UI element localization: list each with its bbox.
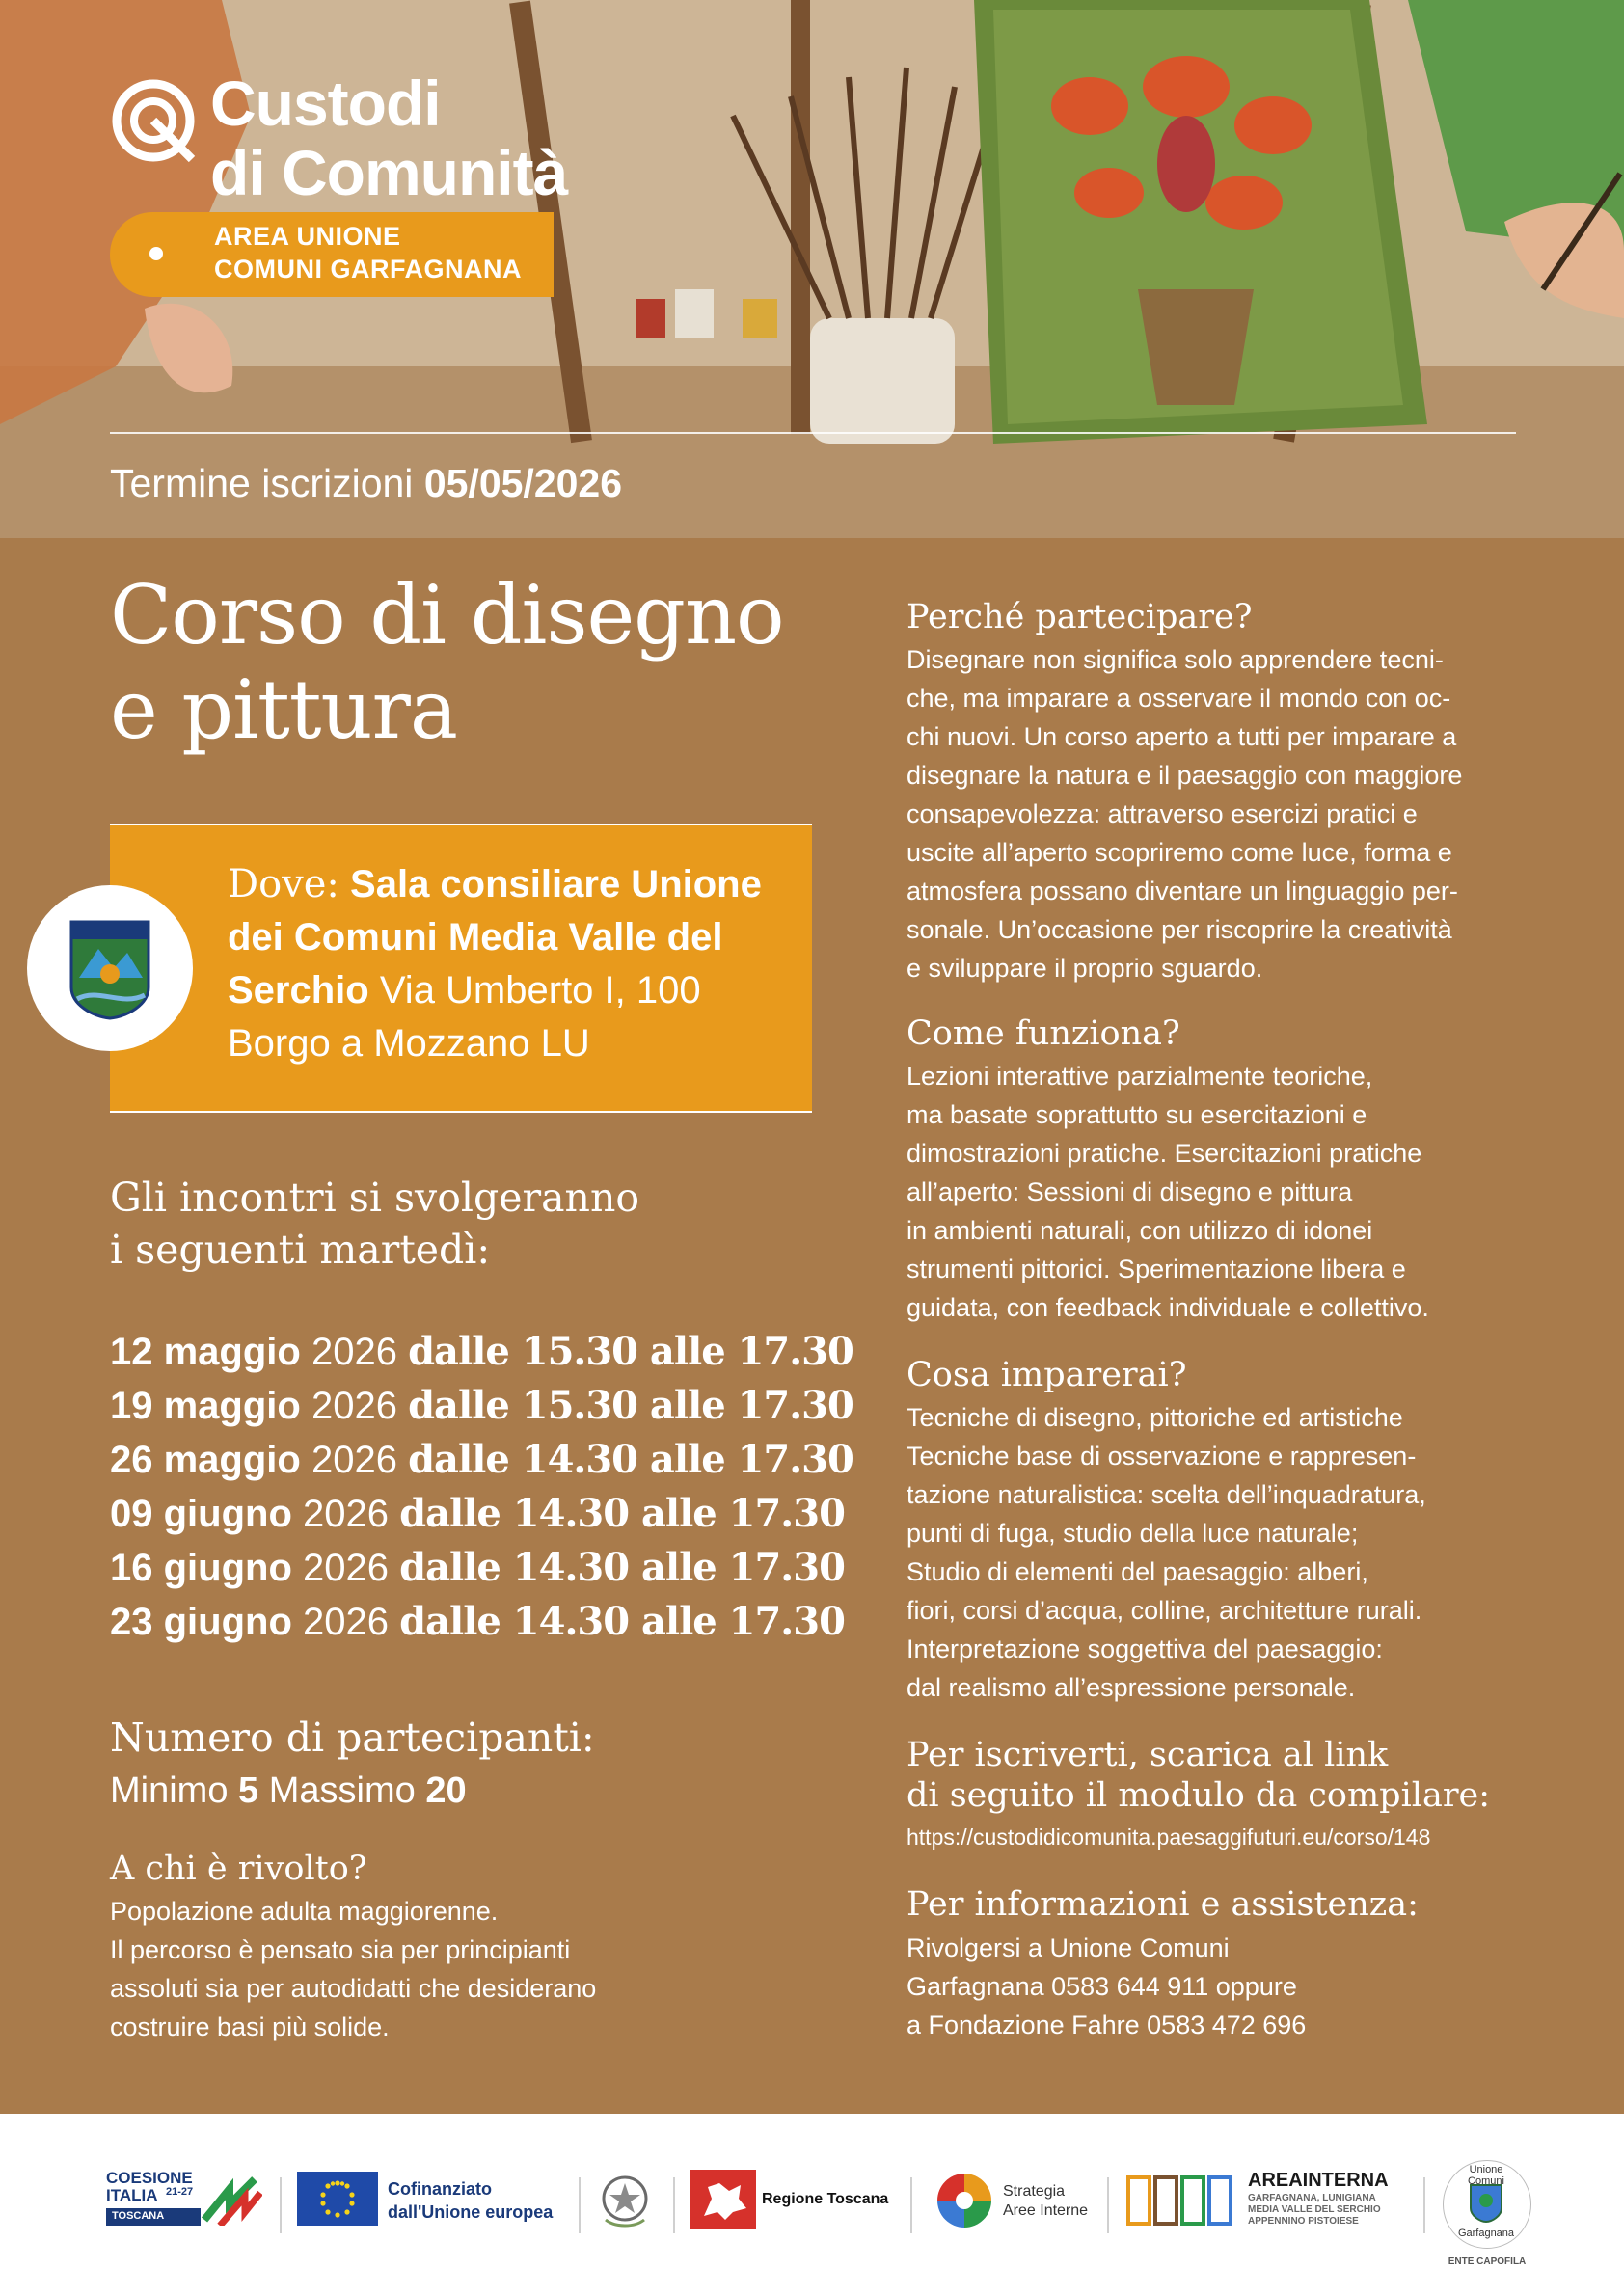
deadline-label: Termine iscrizioni: [110, 461, 414, 505]
why-line: disegnare la natura e il paesaggio con maggiore: [907, 761, 1463, 790]
meeting-day: 23 giugno: [110, 1601, 292, 1643]
location-label: Dove:: [228, 862, 339, 906]
why-line: che, ma imparare a osservare il mondo con oc-: [907, 684, 1451, 713]
why-line: consapevolezza: attraverso esercizi pratici e: [907, 799, 1418, 828]
location-place-line1: Sala consiliare Unione: [350, 863, 762, 905]
eu-text-line2: dall'Unione europea: [388, 2202, 554, 2222]
info-line: Rivolgersi a Unione Comuni: [907, 1933, 1230, 1962]
meeting-day: 09 giugno: [110, 1493, 292, 1535]
why-line: sonale. Un’occasione per riscoprire la creatività: [907, 915, 1452, 944]
participants-values: [110, 1770, 467, 1812]
audience-line: Popolazione adulta maggiorenne.: [110, 1897, 499, 1926]
location-line4: Borgo a Mozzano LU: [228, 1022, 590, 1065]
participants-max: 20: [425, 1770, 467, 1811]
learn-line: punti di fuga, studio della luce naturale;: [907, 1519, 1359, 1548]
why-line: atmosfera possano diventare un linguaggio per-: [907, 877, 1458, 905]
coesione-region: TOSCANA: [112, 2210, 165, 2222]
why-line: Disegnare non significa solo apprendere tecni-: [907, 645, 1444, 674]
how-line: in ambienti naturali, con utilizzo di idonei: [907, 1216, 1373, 1245]
location-place-line3-bold: Serchio: [228, 969, 369, 1012]
unione-media-valle-emblem: [69, 920, 150, 1020]
participants-min: 5: [238, 1770, 259, 1811]
signup-link[interactable]: https://custodidicomunita.paesaggifuturi.eu/corso/148: [907, 1824, 1431, 1850]
how-line: guidata, con feedback individuale e collettivo.: [907, 1293, 1429, 1322]
learn-line: fiori, corsi d’acqua, colline, architetture rurali.: [907, 1596, 1422, 1625]
participants-max-label: Massimo: [268, 1770, 416, 1811]
info-heading: Per informazioni e assistenza:: [907, 1885, 1419, 1924]
meeting-time: dalle 15.30 alle 17.30: [408, 1329, 853, 1374]
meeting-time: dalle 14.30 alle 17.30: [408, 1437, 853, 1482]
unione-garfagnana-shield-icon: [1469, 2183, 1503, 2224]
custodi-logo-icon: [110, 77, 197, 164]
eu-flag-icon: [297, 2172, 378, 2226]
meeting-date-row: [110, 1545, 845, 1590]
regione-toscana-text: Regione Toscana: [762, 2191, 889, 2207]
area-badge-line2: COMUNI GARFAGNANA: [214, 255, 522, 284]
areainterna-logo-icon: [1126, 2174, 1234, 2228]
unione-seal-top-text: Unione Comuni: [1468, 2164, 1504, 2187]
italian-republic-emblem-icon: [598, 2172, 652, 2228]
areainterna-line1: GARFAGNANA, LUNIGIANA: [1248, 2193, 1376, 2203]
how-line: dimostrazioni pratiche. Esercitazioni pratiche: [907, 1139, 1422, 1168]
meetings-heading-line1: Gli incontri si svolgeranno: [110, 1175, 640, 1221]
why-heading: Perché partecipare?: [907, 598, 1253, 636]
areainterna-line2: MEDIA VALLE DEL SERCHIO: [1248, 2204, 1381, 2215]
learn-line: Studio di elementi del paesaggio: alberi,: [907, 1557, 1368, 1586]
brand-title-line1: Custodi: [210, 68, 441, 139]
registration-deadline: [110, 461, 622, 506]
participants-min-label: Minimo: [110, 1770, 229, 1811]
deadline-date: 05/05/2026: [423, 461, 623, 505]
how-line: all’aperto: Sessioni di disegno e pittura: [907, 1177, 1353, 1206]
footer-separator: [280, 2177, 282, 2233]
hero-divider: [110, 432, 1516, 434]
meeting-date-row: [110, 1491, 845, 1536]
ente-capofila-text: ENTE CAPOFILA: [1448, 2256, 1527, 2267]
meeting-year: 2026: [303, 1601, 389, 1643]
meeting-day: 26 maggio: [110, 1439, 301, 1481]
strategia-aree-interne-icon: [935, 2172, 993, 2229]
coesione-years: 21-27: [166, 2186, 194, 2198]
meeting-year: 2026: [311, 1385, 397, 1427]
unione-seal-bottom-text: Garfagnana: [1457, 2228, 1515, 2239]
how-line: ma basate soprattutto su esercitazioni e: [907, 1100, 1367, 1129]
eu-text-line1: Cofinanziato: [388, 2179, 492, 2199]
meeting-day: 19 maggio: [110, 1385, 301, 1427]
how-line: strumenti pittorici. Sperimentazione libera e: [907, 1255, 1406, 1283]
meeting-day: 16 giugno: [110, 1547, 292, 1589]
meeting-date-row: [110, 1329, 853, 1374]
meeting-day: 12 maggio: [110, 1331, 301, 1373]
location-place-line2: dei Comuni Media Valle del: [228, 916, 723, 959]
learn-line: Tecniche di disegno, pittoriche ed artistiche: [907, 1403, 1403, 1432]
meeting-year: 2026: [311, 1331, 397, 1373]
meeting-year: 2026: [303, 1547, 389, 1589]
how-heading: Come funziona?: [907, 1014, 1180, 1053]
why-line: uscite all’aperto scopriremo come luce, forma e: [907, 838, 1452, 867]
footer-separator: [579, 2177, 581, 2233]
footer-separator: [910, 2177, 912, 2233]
coesione-line1: COESIONE: [106, 2169, 193, 2187]
audience-line: assoluti sia per autodidatti che desiderano: [110, 1974, 597, 2003]
learn-line: Interpretazione soggettiva del paesaggio:: [907, 1634, 1383, 1663]
learn-line: tazione naturalistica: scelta dell’inquadratura,: [907, 1480, 1426, 1509]
audience-line: Il percorso è pensato sia per principianti: [110, 1935, 571, 1964]
meeting-date-row: [110, 1599, 845, 1644]
why-line: e sviluppare il proprio sguardo.: [907, 954, 1263, 983]
learn-line: Tecniche base di osservazione e rappresen-: [907, 1442, 1417, 1471]
brand-title-line2: di Comunità: [210, 137, 568, 208]
area-badge-line1: AREA UNIONE: [214, 222, 401, 251]
location-address: Via Umberto I, 100: [379, 969, 701, 1012]
signup-heading-line2: di seguito il modulo da compilare:: [907, 1776, 1491, 1815]
areainterna-title: AREAINTERNA: [1248, 2170, 1389, 2191]
signup-heading-line1: Per iscriverti, scarica al link: [907, 1736, 1389, 1774]
how-line: Lezioni interattive parzialmente teoriche,: [907, 1062, 1373, 1091]
regione-toscana-logo-icon: [690, 2170, 756, 2229]
location-line1: [228, 858, 762, 911]
strategia-line2: Aree Interne: [1003, 2202, 1089, 2219]
meetings-heading-line2: i seguenti martedì:: [110, 1227, 491, 1273]
meeting-time: dalle 14.30 alle 17.30: [399, 1599, 845, 1644]
audience-heading: A chi è rivolto?: [110, 1850, 367, 1888]
meeting-time: dalle 15.30 alle 17.30: [408, 1383, 853, 1428]
footer-separator: [673, 2177, 675, 2233]
areainterna-line3: APPENNINO PISTOIESE: [1248, 2216, 1359, 2227]
meeting-year: 2026: [303, 1493, 389, 1535]
meeting-time: dalle 14.30 alle 17.30: [399, 1545, 845, 1590]
area-badge-dot: [149, 247, 163, 260]
course-title-line1: Corso di disegno: [110, 568, 784, 662]
meeting-date-row: [110, 1437, 853, 1482]
info-line: a Fondazione Fahre 0583 472 696: [907, 2011, 1307, 2039]
course-title-line2: e pittura: [110, 662, 457, 757]
footer-separator: [1107, 2177, 1109, 2233]
participants-heading: Numero di partecipanti:: [110, 1715, 595, 1761]
learn-heading: Cosa imparerai?: [907, 1356, 1187, 1394]
location-line3: [228, 964, 701, 1017]
learn-line: dal realismo all’espressione personale.: [907, 1673, 1356, 1702]
meeting-year: 2026: [311, 1439, 397, 1481]
info-line: Garfagnana 0583 644 911 oppure: [907, 1972, 1297, 2001]
audience-line: costruire basi più solide.: [110, 2012, 390, 2041]
meeting-time: dalle 14.30 alle 17.30: [399, 1491, 845, 1536]
coesione-line2: ITALIA: [106, 2186, 158, 2204]
why-line: chi nuovi. Un corso aperto a tutti per imparare a: [907, 722, 1457, 751]
location-line2: [228, 911, 722, 964]
strategia-line1: Strategia: [1003, 2183, 1066, 2200]
coesione-arrows-icon: [201, 2172, 262, 2226]
meeting-date-row: [110, 1383, 853, 1428]
footer-separator: [1423, 2177, 1425, 2233]
